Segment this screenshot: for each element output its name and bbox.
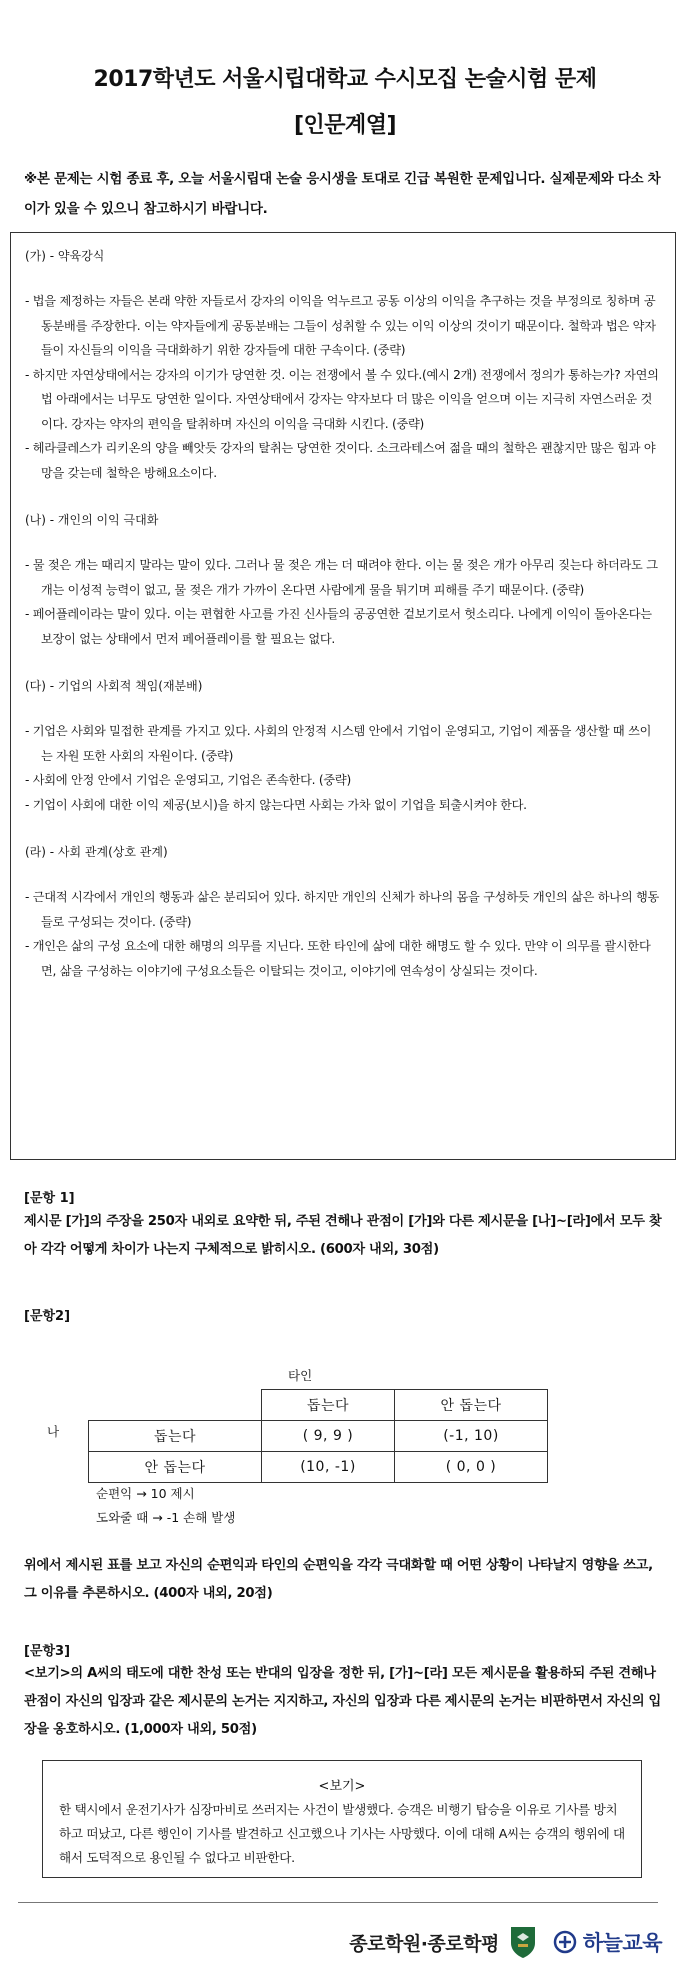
matrix-top-player: 타인: [288, 1368, 313, 1383]
passage-item: - 페어플레이라는 말이 있다. 이는 편협한 사고를 가진 신사들의 공공연한 겉보기로서 헛소리다. 나에게 이익이 돌아온다는 보장이 없는 상태에서 먼저 페어플레이를 할 필요는 없다.: [25, 602, 661, 651]
footer: [349, 1922, 662, 1962]
matrix-col-header: 돕는다: [262, 1390, 395, 1421]
passage-item: - 헤라클레스가 리키온의 양을 빼앗듯 강자의 탈취는 당연한 것이다. 소크라테스여 젊을 때의 철학은 괜찮지만 많은 힘과 야망을 갖는데 철학은 방해요소이다.: [25, 436, 661, 485]
passage-item: - 사회에 안정 안에서 기업은 운영되고, 기업은 존속한다. (중략): [25, 768, 661, 793]
brand-name: 하늘교육: [582, 1931, 662, 1955]
passage-item: - 근대적 시각에서 개인의 행동과 삶은 분리되어 있다. 하지만 개인의 신체가 하나의 몸을 구성하듯 개인의 삶은 하나의 행동들로 구성되는 것이다. (중략): [25, 885, 661, 934]
question3-text: <보기>의 A씨의 태도에 대한 찬성 또는 반대의 입장을 정한 뒤, [가]~[라] 모든 제시문을 활용하되 주된 견해나 관점이 자신의 입장과 같은 제시문의 논거는 지지하고, 자신의 입장과 다른 제시문의 논거는 비판하면서 자신의 입장을 옹호하시오. (1,000자 내외, 50점): [24, 1666, 661, 1737]
passage-item: - 기업이 사회에 대한 이익 제공(보시)을 하지 않는다면 사회는 가차 없이 기업을 퇴출시켜야 한다.: [25, 793, 661, 818]
question2-label: [문항2]: [24, 1309, 71, 1324]
passage-ra-title: (라) - 사회 관계(상호 관계): [25, 845, 168, 859]
matrix-cell: (10, -1): [262, 1452, 395, 1483]
passage-na-list: [25, 553, 661, 651]
passage-ga-title: (가) - 약육강식: [25, 249, 105, 263]
question3-label: [문항3]: [24, 1644, 71, 1659]
example-box: [42, 1760, 642, 1878]
passage-da-list: [25, 719, 661, 817]
matrix-note: 순편익 → 10 제시: [96, 1486, 195, 1501]
restoration-notice: ※본 문제는 시험 종료 후, 오늘 서울시립대 논술 응시생을 토대로 긴급 복원한 문제입니다. 실제문제와 다소 차이가 있을 수 있으니 참고하시기 바랍니다.: [24, 171, 661, 217]
matrix-col-header: 안 돕는다: [395, 1390, 548, 1421]
footer-divider: [18, 1902, 658, 1903]
example-box-text: 한 택시에서 운전기사가 심장마비로 쓰러지는 사건이 발생했다. 승객은 비행기 탑승을 이유로 기사를 방치하고 떠났고, 다른 행인이 기사를 발견하고 신고했으나 기사는 사망했다. 이에 대해 A씨는 승객의 행위에 대해서 도덕적으로 용인될 수 없다고 비판한다.: [59, 1802, 625, 1865]
passage-na-title: (나) - 개인의 이익 극대화: [25, 513, 159, 527]
passage-item: - 물 젖은 개는 때리지 말라는 말이 있다. 그러나 물 젖은 개는 더 때려야 한다. 이는 물 젖은 개가 아무리 짖는다 하더라도 그 개는 이성적 능력이 없고, 물 젖은 개가 가까이 온다면 사람에게 물을 튀기며 피해를 주기 때문이다. (중략): [25, 553, 661, 602]
question2-text: 위에서 제시된 표를 보고 자신의 순편익과 타인의 순편익을 각각 극대화할 때 어떤 상황이 나타날지 영향을 쓰고, 그 이유를 추론하시오. (400자 내외, 20점): [24, 1558, 653, 1601]
passage-item: - 기업은 사회와 밀접한 관계를 가지고 있다. 사회의 안정적 시스템 안에서 기업이 운영되고, 기업이 제품을 생산할 때 쓰이는 자원 또한 사회의 자원이다. (중략): [25, 719, 661, 768]
matrix-notes: [96, 1482, 235, 1530]
matrix-cell: (-1, 10): [395, 1421, 548, 1452]
question1-label: [문항 1]: [24, 1191, 75, 1206]
matrix-note: 도와줄 때 → -1 손해 발생: [96, 1510, 236, 1525]
payoff-matrix: [88, 1389, 548, 1483]
shield-emblem-icon: [509, 1925, 537, 1959]
passages-box: [10, 232, 676, 1160]
passage-item: - 하지만 자연상태에서는 강자의 이기가 당연한 것. 이는 전쟁에서 볼 수 있다.(예시 2개) 전쟁에서 정의가 통하는가? 자연의 법 아래에서는 너무도 당연한 일이다. 자연상태에서 강자는 약자보다 더 많은 이익을 얻으며 이는 지극히 자연스러운 것이다. 강자는 약자의 편익을 탈취하며 자신의 이익을 극대화 시킨다. (중략): [25, 363, 661, 437]
academy-name: 종로학원·종로학평: [349, 1932, 499, 1955]
page-title: 2017학년도 서울시립대학교 수시모집 논술시험 문제: [93, 67, 597, 92]
passage-da-title: (다) - 기업의 사회적 책임(재분배): [25, 679, 203, 693]
matrix-side-player: 나: [47, 1424, 60, 1439]
example-box-title: <보기>: [318, 1779, 366, 1794]
matrix-cell: ( 9, 9 ): [262, 1421, 395, 1452]
passage-ra-list: [25, 885, 661, 983]
question1-text: 제시문 [가]의 주장을 250자 내외로 요약한 뒤, 주된 견해나 관점이 [가]와 다른 제시문을 [나]~[라]에서 모두 찾아 각각 어떻게 차이가 나는지 구체적으로 밝히시오. (600자 내외, 30점): [24, 1214, 662, 1257]
plus-circle-icon: [553, 1930, 577, 1954]
page-subtitle: [인문계열]: [293, 113, 397, 138]
passage-item: - 법을 제정하는 자들은 본래 약한 자들로서 강자의 이익을 억누르고 공동 이상의 이익을 추구하는 것을 부정의로 칭하며 공동분배를 주장한다. 이는 약자들에게 공동분배는 그들이 성취할 수 있는 이익 이상의 것이기 때문이다. 철학과 법은 약자들이 자신들의 이익을 극대화하기 위한 강자들에 대한 구속이다. (중략): [25, 289, 661, 363]
brand-logo: [553, 1927, 662, 1957]
matrix-cell: ( 0, 0 ): [395, 1452, 548, 1483]
passage-ga-list: [25, 289, 661, 485]
matrix-row-header: 안 돕는다: [89, 1452, 262, 1483]
matrix-row-header: 돕는다: [89, 1421, 262, 1452]
passage-item: - 개인은 삶의 구성 요소에 대한 해명의 의무를 지닌다. 또한 타인에 삶에 대한 해명도 할 수 있다. 만약 이 의무를 괄시한다면, 삶을 구성하는 이야기에 구성요소들은 이탈되는 것이고, 이야기에 연속성이 상실되는 것이다.: [25, 934, 661, 983]
